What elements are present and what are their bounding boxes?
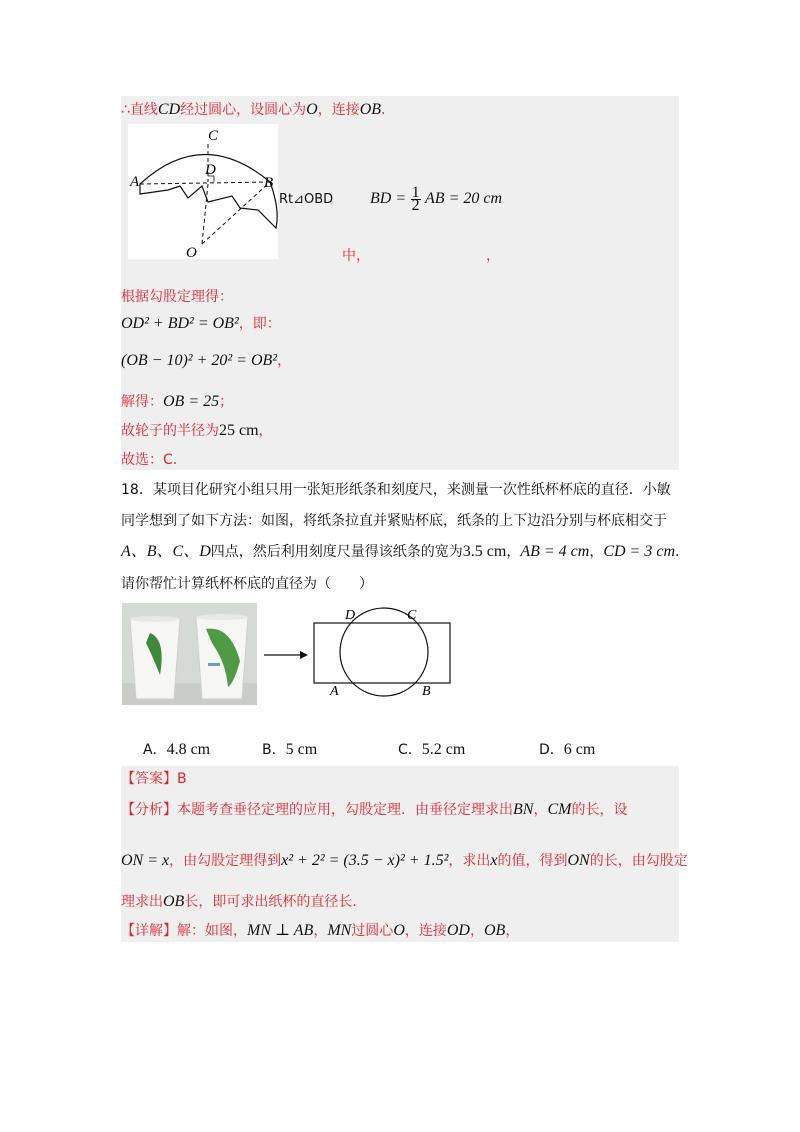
q18-text-b: 四点，然后利用刻度尺量得该纸条的宽为 bbox=[210, 544, 463, 560]
q18-line4: 请你帮忙计算纸杯杯底的直径为（ ） bbox=[121, 576, 373, 592]
bd-equation bbox=[370, 183, 503, 214]
radius-suffix: ， bbox=[258, 423, 273, 439]
intro-ob: OB bbox=[359, 101, 382, 118]
zhong-text: 中， bbox=[342, 248, 370, 264]
detail-tag: 【详解】 bbox=[121, 923, 177, 939]
q18-cd: CD = 3 cm bbox=[603, 543, 676, 560]
analysis-text-2c: 的值，得到 bbox=[497, 853, 568, 869]
half-fraction bbox=[411, 183, 421, 214]
q18-line1: 18．某项目化研究小组只用一张矩形纸条和刻度尺，来测量一次性纸杯杯底的直径．小敏 bbox=[121, 482, 671, 498]
diagram-label-d: D bbox=[345, 608, 356, 623]
eq2-suffix: ， bbox=[277, 353, 292, 369]
solution-intro bbox=[121, 100, 386, 120]
q18-line2: 同学想到了如下方法：如图，将纸条拉直并紧贴杯底，纸条的上下边沿分别与杯底相交于 bbox=[121, 513, 667, 529]
eq2-text: (OB − 10)² + 20² = OB² bbox=[121, 352, 278, 369]
q18-ab: AB = 4 cm bbox=[520, 543, 590, 560]
analysis-tag: 【分析】 bbox=[121, 802, 177, 818]
option-a-value: 4.8 cm bbox=[166, 741, 211, 758]
paper-cups-photo bbox=[122, 603, 257, 705]
analysis-on-x: ON = x bbox=[121, 852, 170, 869]
intro-text-a: ∴直线 bbox=[121, 102, 158, 118]
analysis-sep: ， bbox=[533, 802, 548, 818]
analysis-text-2a: ，由勾股定理得到 bbox=[169, 853, 282, 869]
analysis-text-3a: 理求出 bbox=[121, 894, 163, 910]
wheel-figure bbox=[128, 124, 278, 259]
bd-lhs: BD = bbox=[370, 190, 407, 207]
pythag-label: 根据勾股定理得： bbox=[121, 289, 233, 305]
option-d-value: 6 cm bbox=[563, 741, 596, 758]
analysis-text-2b: ，求出 bbox=[448, 853, 491, 869]
intro-text-c: ，连接 bbox=[317, 102, 360, 118]
analysis-text-3b: 长，即可求出纸杯的直径长． bbox=[184, 894, 367, 910]
choice-line: 故选：C. bbox=[121, 452, 178, 468]
option-b[interactable] bbox=[262, 740, 317, 760]
analysis-cm: CM bbox=[547, 801, 572, 818]
triangle-text: Rt⊿OBD bbox=[279, 192, 334, 207]
analysis-line3 bbox=[121, 892, 366, 912]
option-c-label: C． bbox=[398, 742, 422, 758]
comma-text: ， bbox=[486, 248, 500, 264]
cup-bottom-diagram bbox=[310, 600, 455, 700]
option-c[interactable] bbox=[398, 740, 465, 760]
detail-sep-f: ， bbox=[505, 923, 520, 939]
intro-o: O bbox=[306, 101, 318, 118]
equation-1 bbox=[121, 314, 281, 334]
detail-o: O bbox=[393, 922, 405, 939]
analysis-on: ON bbox=[567, 852, 590, 869]
option-d-label: D． bbox=[539, 742, 564, 758]
analysis-text-1a: 本题考查垂径定理的应用，勾股定理．由垂径定理求出 bbox=[177, 802, 513, 818]
solve-suffix: ； bbox=[219, 394, 234, 410]
q18-points: A、B、C、D bbox=[121, 543, 211, 560]
fig-label-o: O bbox=[186, 245, 197, 259]
paper-cups-illustration bbox=[122, 603, 257, 705]
detail-sep-e: ， bbox=[469, 923, 484, 939]
analysis-x: x bbox=[490, 852, 498, 869]
detail-line bbox=[121, 921, 519, 941]
fig-label-a: A bbox=[130, 174, 140, 190]
radius-line bbox=[121, 421, 273, 441]
q18-line3 bbox=[121, 542, 679, 562]
frac-den: 2 bbox=[411, 196, 420, 214]
analysis-text-1b: 的长，设 bbox=[571, 802, 628, 818]
solve-prefix: 解得： bbox=[121, 394, 163, 410]
fig-label-b: B bbox=[264, 175, 274, 191]
fig-label-d: D bbox=[205, 162, 216, 178]
radius-prefix: 故轮子的半径为 bbox=[121, 423, 219, 439]
q18-sep2: ， bbox=[589, 544, 604, 560]
intro-text-d: . bbox=[381, 102, 386, 118]
detail-text-d: ，连接 bbox=[404, 923, 447, 939]
analysis-line1 bbox=[121, 800, 627, 820]
analysis-bn: BN bbox=[513, 801, 534, 818]
option-d[interactable] bbox=[539, 740, 595, 760]
option-a-label: A． bbox=[143, 742, 167, 758]
analysis-ob: OB bbox=[163, 893, 185, 910]
diagram-label-b: B bbox=[422, 684, 431, 699]
intro-cd: CD bbox=[157, 101, 181, 118]
analysis-line2 bbox=[121, 851, 688, 871]
diagram-label-c: C bbox=[407, 608, 417, 623]
fig-label-c: C bbox=[208, 128, 219, 144]
answer-tag: 【答案】 bbox=[121, 771, 177, 787]
arrow-icon bbox=[262, 648, 310, 662]
detail-text-a: 解：如图， bbox=[177, 923, 247, 939]
detail-mn: MN bbox=[327, 922, 352, 939]
answer-line bbox=[121, 769, 187, 789]
detail-sep-b: ， bbox=[313, 923, 328, 939]
option-c-value: 5.2 cm bbox=[421, 741, 466, 758]
detail-mn-ab: MN ⊥ AB bbox=[247, 922, 314, 939]
detail-ob: OB bbox=[483, 922, 506, 939]
q18-sep1: ， bbox=[506, 544, 521, 560]
option-b-value: 5 cm bbox=[285, 741, 318, 758]
bd-rhs: AB = 20 cm bbox=[425, 190, 503, 207]
frac-num: 1 bbox=[411, 183, 420, 201]
analysis-equation: x² + 2² = (3.5 − x)² + 1.5² bbox=[281, 852, 449, 869]
equation-2 bbox=[121, 351, 291, 371]
eq1-text: OD² + BD² = OB² bbox=[121, 315, 239, 332]
radius-value: 25 cm bbox=[219, 422, 259, 439]
diagram-label-a: A bbox=[330, 684, 339, 699]
solve-line bbox=[121, 392, 233, 412]
answer-value: B bbox=[177, 771, 187, 787]
analysis-text-2d: 的长，由勾股定 bbox=[589, 853, 688, 869]
option-a[interactable] bbox=[143, 740, 210, 760]
q18-width: 3.5 cm bbox=[462, 543, 507, 560]
solve-value: OB = 25 bbox=[163, 393, 220, 410]
q18-end: . bbox=[675, 544, 680, 560]
detail-od: OD bbox=[446, 922, 470, 939]
triangle-label bbox=[279, 190, 333, 210]
option-b-label: B． bbox=[262, 742, 286, 758]
detail-text-c: 过圆心 bbox=[351, 923, 394, 939]
intro-text-b: 经过圆心，设圆心为 bbox=[180, 102, 307, 118]
eq1-suffix: ，即： bbox=[238, 316, 281, 332]
